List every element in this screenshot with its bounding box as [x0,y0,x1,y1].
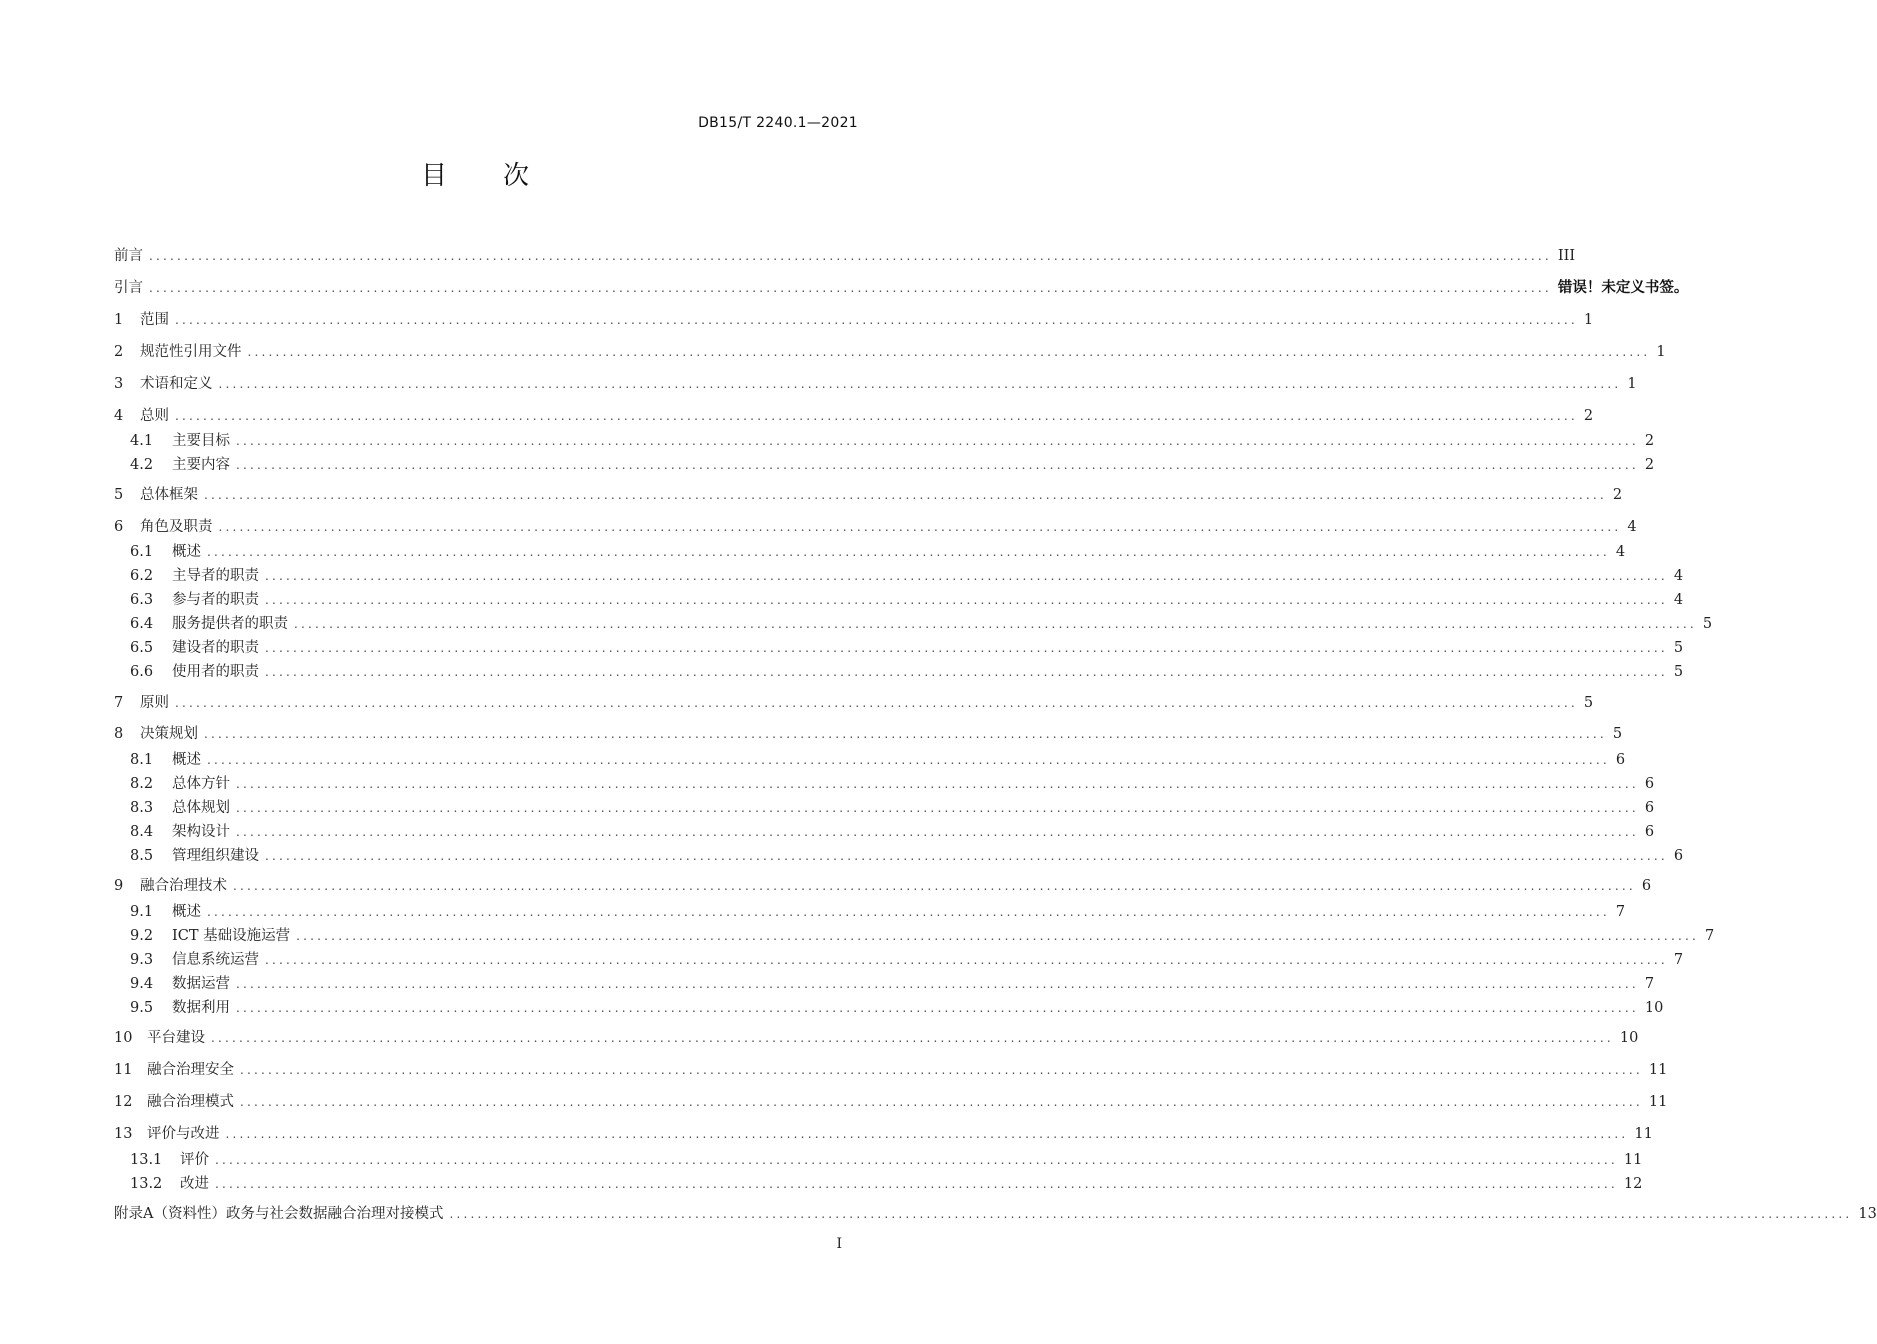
toc-page-number: 10 [1619,1030,1639,1046]
toc-entry[interactable] [130,797,1655,819]
toc-entry[interactable] [130,541,1626,563]
toc-page-number: 7 [1705,928,1715,944]
toc-page-number: 1 [1627,376,1637,392]
toc-entry[interactable] [114,405,1594,427]
toc-leader-dots: ........................................................................................................................................................................................................ [265,665,1668,679]
toc-page-number: 7 [1644,976,1655,992]
toc-entry-number: 3 [114,376,124,392]
toc-page-number: 11 [1634,1126,1653,1142]
toc-leader-dots: ........................................................................................................................................................................................................ [175,313,1578,327]
toc-entry-label [130,1173,209,1195]
toc-leader-dots: ........................................................................................................................................................................................................ [204,727,1607,741]
toc-page-number: 5 [1673,640,1684,656]
toc-leader-dots: ........................................................................................................................................................................................................ [236,801,1639,815]
toc-leader-dots: ........................................................................................................................................................................................................ [294,617,1697,631]
toc-page-number: 1 [1583,312,1594,328]
toc-entry-title: 参与者的职责 [172,592,259,608]
toc-entry-title: 主要内容 [172,457,230,473]
toc-entry-title: 概述 [172,904,201,920]
toc-entry-label [114,245,143,267]
toc-entry-number: 8.5 [130,848,154,864]
toc-entry-label [130,821,230,843]
toc-leader-dots: ........................................................................................................................................................................................................ [240,1095,1643,1109]
toc-entry-label [114,277,143,299]
toc-leader-dots: ........................................................................................................................................................................................................ [218,520,1622,534]
toc-entry[interactable] [114,1123,1653,1145]
toc-leader-dots: ........................................................................................................................................................................................................ [215,1153,1618,1167]
toc-leader-dots: ........................................................................................................................................................................................................ [236,825,1639,839]
toc-entry-label [130,845,259,867]
toc-leader-dots: ........................................................................................................................................................................................................ [236,1001,1639,1015]
toc-page-number: 4 [1627,519,1637,535]
toc-entry-number: 6.2 [130,568,154,584]
toc-page-number: 6 [1644,824,1655,840]
toc-entry[interactable] [130,973,1655,995]
toc-entry-label [114,1027,205,1049]
toc-page-number: 6 [1615,752,1626,768]
toc-page-number: 11 [1623,1152,1643,1168]
toc-entry-label [130,1149,209,1171]
toc-entry-label [114,1203,443,1225]
toc-page-number: 6 [1673,848,1684,864]
toc-page-number: 5 [1702,616,1713,632]
toc-entry-label [114,1123,220,1145]
toc-entry-title: 主导者的职责 [172,568,259,584]
toc-page-number: 13 [1858,1206,1877,1222]
toc-entry-label [130,637,259,659]
toc-entry-label [114,692,169,714]
toc-error-message: 错误！未定义书签。 [1557,280,1689,296]
toc-entry[interactable] [130,637,1684,659]
toc-entry-title: 前言 [114,248,143,264]
toc-entry-label [130,901,201,923]
toc-entry-number: 7 [114,695,124,711]
toc-entry-label [130,749,201,771]
toc-leader-dots: ........................................................................................................................................................................................................ [149,249,1552,263]
toc-entry-title: 平台建设 [147,1030,205,1046]
toc-entry-number: 4.2 [130,457,154,473]
toc-leader-dots: ........................................................................................................................................................................................................ [204,488,1607,502]
toc-page-number: 11 [1648,1062,1668,1078]
toc-entry-title: 信息系统运营 [172,952,259,968]
toc-leader-dots: ........................................................................................................................................................................................................ [225,1127,1629,1141]
toc-entry[interactable] [130,565,1684,587]
toc-entry[interactable] [130,925,1715,947]
toc-page-number: 4 [1673,592,1684,608]
toc-entry-title: 数据利用 [172,1000,230,1016]
toc-entry-title: 数据运营 [172,976,230,992]
toc-entry-title: 角色及职责 [140,519,213,535]
toc-entry-label [130,613,288,635]
toc-page-number: III [1557,248,1576,264]
toc-entry-number: 13.2 [130,1176,163,1192]
toc-page-number: 2 [1583,408,1594,424]
toc-leader-dots: ........................................................................................................................................................................................................ [240,1063,1643,1077]
toc-entry-number: 12 [114,1094,133,1110]
toc-entry[interactable] [114,484,1623,506]
toc-entry-number: 1 [114,312,124,328]
toc-entry-title: 使用者的职责 [172,664,259,680]
toc-page-number: 10 [1644,1000,1664,1016]
toc-page-number: 4 [1615,544,1626,560]
toc-entry-number: 6.5 [130,640,154,656]
toc-page-number: 5 [1673,664,1684,680]
toc-leader-dots: ........................................................................................................................................................................................................ [236,434,1639,448]
toc-entry-label [130,973,230,995]
toc-entry-number: 11 [114,1062,133,1078]
toc-entry-label [114,373,213,395]
toc-entry-title: 评价与改进 [147,1126,220,1142]
toc-entry-title: 建设者的职责 [172,640,259,656]
toc-entry-number: 6.6 [130,664,154,680]
toc-page-number: 6 [1641,878,1652,894]
toc-entry[interactable] [130,773,1655,795]
toc-entry-number: 9.1 [130,904,154,920]
toc-entry-title: 概述 [172,544,201,560]
toc-leader-dots: ........................................................................................................................................................................................................ [175,696,1578,710]
toc-leader-dots: ........................................................................................................................................................................................................ [211,1031,1614,1045]
toc-entry-title: 主要目标 [172,433,230,449]
toc-page-number: 1 [1656,344,1666,360]
toc-entry-number: 6 [114,519,124,535]
toc-page-number: 2 [1644,457,1655,473]
toc-entry-label [130,454,230,476]
toc-entry[interactable] [114,723,1623,745]
toc-entry[interactable] [114,277,1689,299]
toc-leader-dots: ........................................................................................................................................................................................................ [265,641,1668,655]
toc-entry-title: 服务提供者的职责 [172,616,288,632]
toc-entry-label [114,723,198,745]
toc-entry-number: 4 [114,408,124,424]
toc-entry[interactable] [130,749,1626,771]
toc-page-number: 7 [1615,904,1626,920]
toc-entry-label [130,997,230,1019]
toc-page-number: 5 [1612,726,1623,742]
toc-entry-title: 评价 [180,1152,209,1168]
toc-entry-title: 融合治理模式 [147,1094,234,1110]
toc-entry-number: 9.2 [130,928,154,944]
toc-entry-number: 5 [114,487,124,503]
toc-leader-dots: ........................................................................................................................................................................................................ [236,777,1639,791]
toc-entry-number: 13.1 [130,1152,163,1168]
toc-entry[interactable] [114,1091,1668,1113]
toc-entry-label [114,309,169,331]
toc-entry-number: 8.1 [130,752,154,768]
toc-entry-title: 附录A（资料性）政务与社会数据融合治理对接模式 [114,1206,444,1222]
toc-entry-title: 术语和定义 [140,376,213,392]
toc-leader-dots: ........................................................................................................................................................................................................ [215,1177,1618,1191]
toc-entry[interactable] [130,661,1684,683]
toc-leader-dots: ........................................................................................................................................................................................................ [236,977,1639,991]
toc-entry-title: 融合治理安全 [147,1062,234,1078]
toc-entry[interactable] [130,1173,1643,1195]
toc-leader-dots: ........................................................................................................................................................................................................ [265,593,1668,607]
toc-entry[interactable] [130,845,1684,867]
toc-leader-dots: ........................................................................................................................................................................................................ [233,879,1636,893]
toc-leader-dots: ........................................................................................................................................................................................................ [175,409,1578,423]
toc-entry[interactable] [114,1027,1639,1049]
toc-entry-title: 融合治理技术 [140,878,227,894]
toc-entry[interactable] [114,692,1594,714]
toc-entry-label [130,589,259,611]
toc-entry-title: 原则 [140,695,169,711]
toc-leader-dots: ........................................................................................................................................................................................................ [207,545,1610,559]
toc-page-number: 2 [1644,433,1655,449]
toc-entry-title: 总体规划 [172,800,230,816]
toc-entry[interactable] [114,1059,1668,1081]
toc-entry-number: 6.3 [130,592,154,608]
toc-entry[interactable] [114,875,1652,897]
toc-entry-title: 规范性引用文件 [140,344,242,360]
toc-entry-number: 9.4 [130,976,154,992]
toc-leader-dots: ........................................................................................................................................................................................................ [265,953,1668,967]
toc-entry[interactable] [130,589,1684,611]
toc-entry-number: 2 [114,344,124,360]
toc-entry-number: 9 [114,878,124,894]
toc-entry-title: 改进 [180,1176,209,1192]
toc-entry[interactable] [130,997,1664,1019]
toc-entry-number: 8.3 [130,800,154,816]
toc-leader-dots: ........................................................................................................................................................................................................ [265,569,1668,583]
toc-leader-dots: ........................................................................................................................................................................................................ [265,849,1668,863]
toc-entry-label [130,925,290,947]
toc-entry-label [130,430,230,452]
toc-entry-label [114,341,242,363]
toc-leader-dots: ........................................................................................................................................................................................................ [207,753,1610,767]
toc-leader-dots: ........................................................................................................................................................................................................ [236,458,1639,472]
toc-entry[interactable] [114,373,1637,395]
toc-entry-number: 6.1 [130,544,154,560]
toc-page-number: 11 [1648,1094,1668,1110]
toc-page-number: 6 [1644,800,1655,816]
toc-entry-label [114,516,213,538]
toc-entry-label [130,541,201,563]
toc-leader-dots: ........................................................................................................................................................................................................ [149,281,1552,295]
toc-page-number: 5 [1583,695,1594,711]
toc-entry[interactable] [114,1203,1877,1225]
toc-entry-title: 总体方针 [172,776,230,792]
title-char-2: 次 [503,161,530,191]
toc-entry-label [130,773,230,795]
toc-entry-title: 总则 [140,408,169,424]
toc-entry-title: 引言 [114,280,143,296]
toc-entry-label [114,1059,234,1081]
toc-entry-number: 9.3 [130,952,154,968]
toc-leader-dots: ........................................................................................................................................................................................................ [247,345,1651,359]
toc-page-number: 7 [1673,952,1684,968]
toc-page-number: 12 [1623,1176,1643,1192]
toc-entry-label [114,875,227,897]
toc-entry-label [114,1091,234,1113]
toc-leader-dots: ........................................................................................................................................................................................................ [207,905,1610,919]
toc-page-number: 6 [1644,776,1655,792]
toc-entry[interactable] [130,901,1626,923]
toc-entry-title: 范围 [140,312,169,328]
toc-entry[interactable] [130,1149,1643,1171]
toc-entry-number: 8.2 [130,776,154,792]
toc-entry-number: 8 [114,726,124,742]
toc-entry[interactable] [130,613,1713,635]
toc-entry-label [130,565,259,587]
toc-entry-number: 10 [114,1030,133,1046]
page-title [0,155,950,192]
toc-entry-number: 13 [114,1126,133,1142]
toc-leader-dots: ........................................................................................................................................................................................................ [296,929,1699,943]
toc-page-number: 4 [1673,568,1684,584]
toc-leader-dots: ........................................................................................................................................................................................................ [449,1207,1853,1221]
toc-page-number: 2 [1612,487,1623,503]
toc-entry-title: 架构设计 [172,824,230,840]
toc-entry-number: 8.4 [130,824,154,840]
toc-entry-title: 管理组织建设 [172,848,259,864]
toc-entry[interactable] [130,430,1655,452]
toc-entry[interactable] [130,821,1655,843]
toc-entry[interactable] [130,454,1655,476]
toc-entry-label [130,797,230,819]
page-number: I [836,1236,842,1252]
toc-entry-label [130,661,259,683]
toc-entry[interactable] [114,516,1637,538]
toc-entry[interactable] [114,341,1666,363]
toc-entry-label [114,484,198,506]
title-char-1: 目 [420,161,447,191]
toc-entry-label [114,405,169,427]
toc-entry-title: 概述 [172,752,201,768]
toc-entry-label [130,949,259,971]
toc-entry-title: 决策规划 [140,726,198,742]
toc-entry-number: 4.1 [130,433,154,449]
toc-entry[interactable] [130,949,1684,971]
toc-entry[interactable] [114,309,1594,331]
toc-entry-number: 6.4 [130,616,154,632]
toc-entry[interactable] [114,245,1576,267]
toc-entry-title: 总体框架 [140,487,198,503]
toc-entry-number: 9.5 [130,1000,154,1016]
doc-number: DB15/T 2240.1—2021 [698,115,858,131]
toc-entry-title: ICT 基础设施运营 [172,928,291,944]
toc-leader-dots: ........................................................................................................................................................................................................ [218,377,1622,391]
